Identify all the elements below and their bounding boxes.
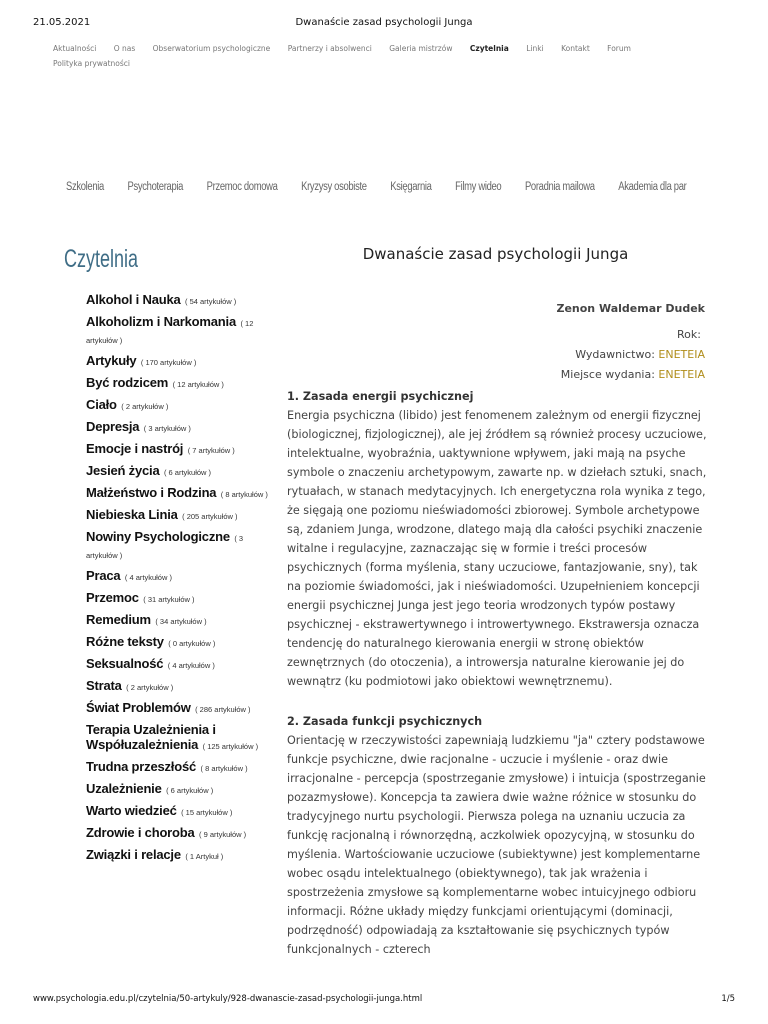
sidebar-item[interactable] xyxy=(86,292,276,309)
meta-place-link[interactable]: ENETEIA xyxy=(658,368,705,381)
print-date: 21.05.2021 xyxy=(33,17,91,28)
sidebar-item-name[interactable]: Zdrowie i choroba xyxy=(86,825,195,840)
main-nav-przemoc-domowa[interactable]: Przemoc domowa xyxy=(206,181,278,193)
sidebar-item-count: ( 286 artykułów ) xyxy=(195,705,251,714)
top-nav-obserwatorium[interactable]: Obserwatorium psychologiczne xyxy=(152,44,271,53)
print-page-number: 1/5 xyxy=(721,994,735,1004)
article-title: Dwanaście zasad psychologii Junga xyxy=(362,245,629,263)
meta-year-label: Rok: xyxy=(677,328,701,341)
sidebar-item[interactable] xyxy=(86,529,276,563)
main-nav xyxy=(66,181,706,193)
sidebar-item-count: ( 12 artykułów ) xyxy=(86,319,254,345)
top-nav-kontakt[interactable]: Kontakt xyxy=(561,44,590,53)
top-nav-forum[interactable]: Forum xyxy=(607,44,631,53)
sidebar-item-name[interactable]: Niebieska Linia xyxy=(86,507,178,522)
sidebar-item-name[interactable]: Nowiny Psychologiczne xyxy=(86,529,230,544)
print-url: www.psychologia.edu.pl/czytelnia/50-artykuly/928-dwanascie-zasad-psychologii-junga.html xyxy=(33,994,423,1004)
sidebar-item[interactable] xyxy=(86,656,276,673)
sidebar-item-count: ( 1 Artykuł ) xyxy=(185,852,224,861)
sidebar-item-name[interactable]: Ciało xyxy=(86,397,117,412)
article-content xyxy=(287,387,707,980)
sidebar-item-count: ( 2 artykułów ) xyxy=(126,683,174,692)
meta-publisher xyxy=(430,345,705,365)
section-heading: 1. Zasada energii psychicznej xyxy=(287,390,474,403)
top-nav-partnerzy[interactable]: Partnerzy i absolwenci xyxy=(287,44,372,53)
main-nav-kryzysy[interactable]: Kryzysy osobiste xyxy=(301,181,367,193)
sidebar-title: Czytelnia xyxy=(64,245,139,273)
sidebar-item-name[interactable]: Depresja xyxy=(86,419,140,434)
sidebar-item-name[interactable]: Praca xyxy=(86,568,121,583)
sidebar-item[interactable] xyxy=(86,590,276,607)
sidebar-item[interactable] xyxy=(86,634,276,651)
sidebar-item[interactable] xyxy=(86,612,276,629)
section-text: Orientację w rzeczywistości zapewniają ludzkiemu "ja" cztery podstawowe funkcje psychiczne, dwie racjonalne - uczucie i myślenie - oraz dwie irracjonalne - percepcja (spostrzeganie zmysłowe) i intuicja (spostrzeganie pozazmysłowe). Koncepcja ta zawiera dwie ważne różnice w stosunku do tradycyjnego nurtu psychologii. Pierwsza polega na uznaniu uczucia za funkcję racjonalną i równorzędną, aczkolwiek opozycyjną, w stosunku do myślenia. Wartościowanie uczuciowe (subiektywne) jest komplementarne wobec osądu intelektualnego (obiektywnego), tak jak wrażenia i spostrzeżenia zmysłowe są komplementarne wobec intuicyjnego odbioru informacji. Różne układy między funkcjami orientującymi (dominacji, podrzędność) odpowiadają za kształtowanie się psychicznych typów funkcjonalnych - czterech xyxy=(287,734,706,956)
sidebar-item-count: ( 8 artykułów ) xyxy=(220,490,268,499)
sidebar-item-count: ( 12 artykułów ) xyxy=(172,380,224,389)
top-nav-polityka[interactable]: Polityka prywatności xyxy=(53,59,130,68)
sidebar-item-count: ( 170 artykułów ) xyxy=(140,358,197,367)
sidebar-item[interactable] xyxy=(86,803,276,820)
sidebar-item[interactable] xyxy=(86,825,276,842)
main-nav-psychoterapia[interactable]: Psychoterapia xyxy=(127,181,184,193)
sidebar-item-name[interactable]: Być rodzicem xyxy=(86,375,169,390)
sidebar-item-count: ( 6 artykułów ) xyxy=(163,468,212,477)
print-footer xyxy=(33,994,735,1004)
sidebar-item-count: ( 0 artykułów ) xyxy=(168,639,216,648)
article-meta xyxy=(430,299,705,385)
sidebar-item-count: ( 205 artykułów ) xyxy=(182,512,238,521)
meta-publisher-link[interactable]: ENETEIA xyxy=(658,348,705,361)
top-nav-czytelnia[interactable]: Czytelnia xyxy=(469,44,509,53)
sidebar-item-count: ( 2 artykułów ) xyxy=(121,402,169,411)
sidebar-item-name[interactable]: Świat Problemów xyxy=(86,700,191,715)
meta-publisher-label: Wydawnictwo: xyxy=(575,348,655,361)
sidebar-item-count: ( 9 artykułów ) xyxy=(199,830,247,839)
meta-place xyxy=(430,365,705,385)
sidebar-item-name[interactable]: Różne teksty xyxy=(86,634,164,649)
sidebar-item-count: ( 15 artykułów ) xyxy=(181,808,233,817)
top-nav-aktualnosci[interactable]: Aktualności xyxy=(53,44,97,53)
main-nav-szkolenia[interactable]: Szkolenia xyxy=(66,181,104,193)
sidebar-item-name[interactable]: Strata xyxy=(86,678,122,693)
sidebar-item-name[interactable]: Terapia Uzależnienia i Współuzależnienia xyxy=(86,722,216,752)
sidebar-item[interactable] xyxy=(86,507,276,524)
print-header xyxy=(33,17,735,31)
main-nav-akademia[interactable]: Akademia dla par xyxy=(618,181,687,193)
sidebar-item[interactable] xyxy=(86,759,276,776)
top-nav-linki[interactable]: Linki xyxy=(526,44,544,53)
sidebar-item[interactable] xyxy=(86,678,276,695)
sidebar-item-name[interactable]: Małżeństwo i Rodzina xyxy=(86,485,217,500)
sidebar-item-count: ( 7 artykułów ) xyxy=(187,446,235,455)
top-nav xyxy=(53,41,693,71)
sidebar-item[interactable] xyxy=(86,722,276,754)
sidebar-category-list xyxy=(86,292,276,869)
sidebar-item-name[interactable]: Warto wiedzieć xyxy=(86,803,177,818)
sidebar-item-name[interactable]: Związki i relacje xyxy=(86,847,181,862)
sidebar-item[interactable] xyxy=(86,441,276,458)
sidebar-item[interactable] xyxy=(86,568,276,585)
sidebar-item-count: ( 3 artykułów ) xyxy=(86,534,244,560)
sidebar-item[interactable] xyxy=(86,700,276,717)
top-nav-o-nas[interactable]: O nas xyxy=(113,44,136,53)
sidebar-item-count: ( 6 artykułów ) xyxy=(166,786,214,795)
sidebar-item-count: ( 3 artykułów ) xyxy=(143,424,191,433)
sidebar-item[interactable] xyxy=(86,847,276,864)
sidebar-item[interactable] xyxy=(86,353,276,370)
section-text: Energia psychiczna (libido) jest fenomenem zależnym od energii fizycznej (biologicznej, fizjologicznej), ale jej źródłem są również procesy uczuciowe, intelektualne, wyobraźnia, uaktywnione wpływem, jaki mają na psyche symbole o znaczeniu archetypowym, zawarte np. w dziełach sztuki, snach, rytuałach, w stanach medytacyjnych. Ich energetyczna rola wynika z tego, że sięgają one poziomu nieświadomości zbiorowej. Symbole archetypowe są, zdaniem Junga, wrodzone, dlatego mają dla całości psychiki znaczenie witalne i regulacyjne, zaznaczając się w formie i treści procesów psychicznych (forma myślenia, stany uczuciowe, fantazjowanie, sny), tak na poziomie świadomości, jak i nieświadomości. Uzupełnieniem koncepcji energii psychicznej Junga jest jego teoria wrodzonych typów postawy psychicznej - ekstrawertywnego i introwertywnego. Ekstrawersja oznacza tendencję do naturalnego kierowania energii w stronę obiektów zewnętrznych (do otoczenia), a introwersja naturalne kierowanie jej do wewnątrz (ku podmiotowi jako obiektowi wewnętrznemu). xyxy=(287,409,707,688)
sidebar-item-name[interactable]: Seksualność xyxy=(86,656,164,671)
sidebar-item-name[interactable]: Emocje i nastrój xyxy=(86,441,184,456)
section-heading: 2. Zasada funkcji psychicznych xyxy=(287,715,483,728)
sidebar-item-name[interactable]: Remedium xyxy=(86,612,151,627)
sidebar-item-name[interactable]: Alkohol i Nauka xyxy=(86,292,181,307)
meta-year xyxy=(430,325,705,345)
sidebar-item-name[interactable]: Artykuły xyxy=(86,353,137,368)
sidebar-item[interactable] xyxy=(86,314,276,348)
main-nav-ksiegarnia[interactable]: Księgarnia xyxy=(390,181,432,193)
sidebar-item-count: ( 54 artykułów ) xyxy=(184,297,237,306)
sidebar-item-count: ( 31 artykułów ) xyxy=(143,595,195,604)
sidebar-item-name[interactable]: Jesień życia xyxy=(86,463,160,478)
article-author: Zenon Waldemar Dudek xyxy=(556,302,705,315)
sidebar-item-name[interactable]: Uzależnienie xyxy=(86,781,162,796)
sidebar-item-count: ( 4 artykułów ) xyxy=(124,573,172,582)
meta-place-label: Miejsce wydania: xyxy=(560,368,655,381)
main-nav-filmy[interactable]: Filmy wideo xyxy=(455,181,502,193)
sidebar-item-count: ( 34 artykułów ) xyxy=(155,617,207,626)
sidebar-item[interactable] xyxy=(86,419,276,436)
sidebar-item-name[interactable]: Alkoholizm i Narkomania xyxy=(86,314,236,329)
sidebar-item-count: ( 4 artykułów ) xyxy=(167,661,215,670)
sidebar-item[interactable] xyxy=(86,485,276,502)
sidebar-item[interactable] xyxy=(86,375,276,392)
main-nav-poradnia[interactable]: Poradnia mailowa xyxy=(524,181,595,193)
top-nav-galeria[interactable]: Galeria mistrzów xyxy=(389,44,453,53)
sidebar-item[interactable] xyxy=(86,781,276,798)
sidebar-item-count: ( 8 artykułów ) xyxy=(200,764,248,773)
sidebar-item-name[interactable]: Trudna przeszłość xyxy=(86,759,197,774)
print-title: Dwanaście zasad psychologii Junga xyxy=(295,17,473,28)
sidebar-item[interactable] xyxy=(86,463,276,480)
sidebar-item-name[interactable]: Przemoc xyxy=(86,590,139,605)
sidebar-item[interactable] xyxy=(86,397,276,414)
sidebar-item-count: ( 125 artykułów ) xyxy=(202,742,259,751)
